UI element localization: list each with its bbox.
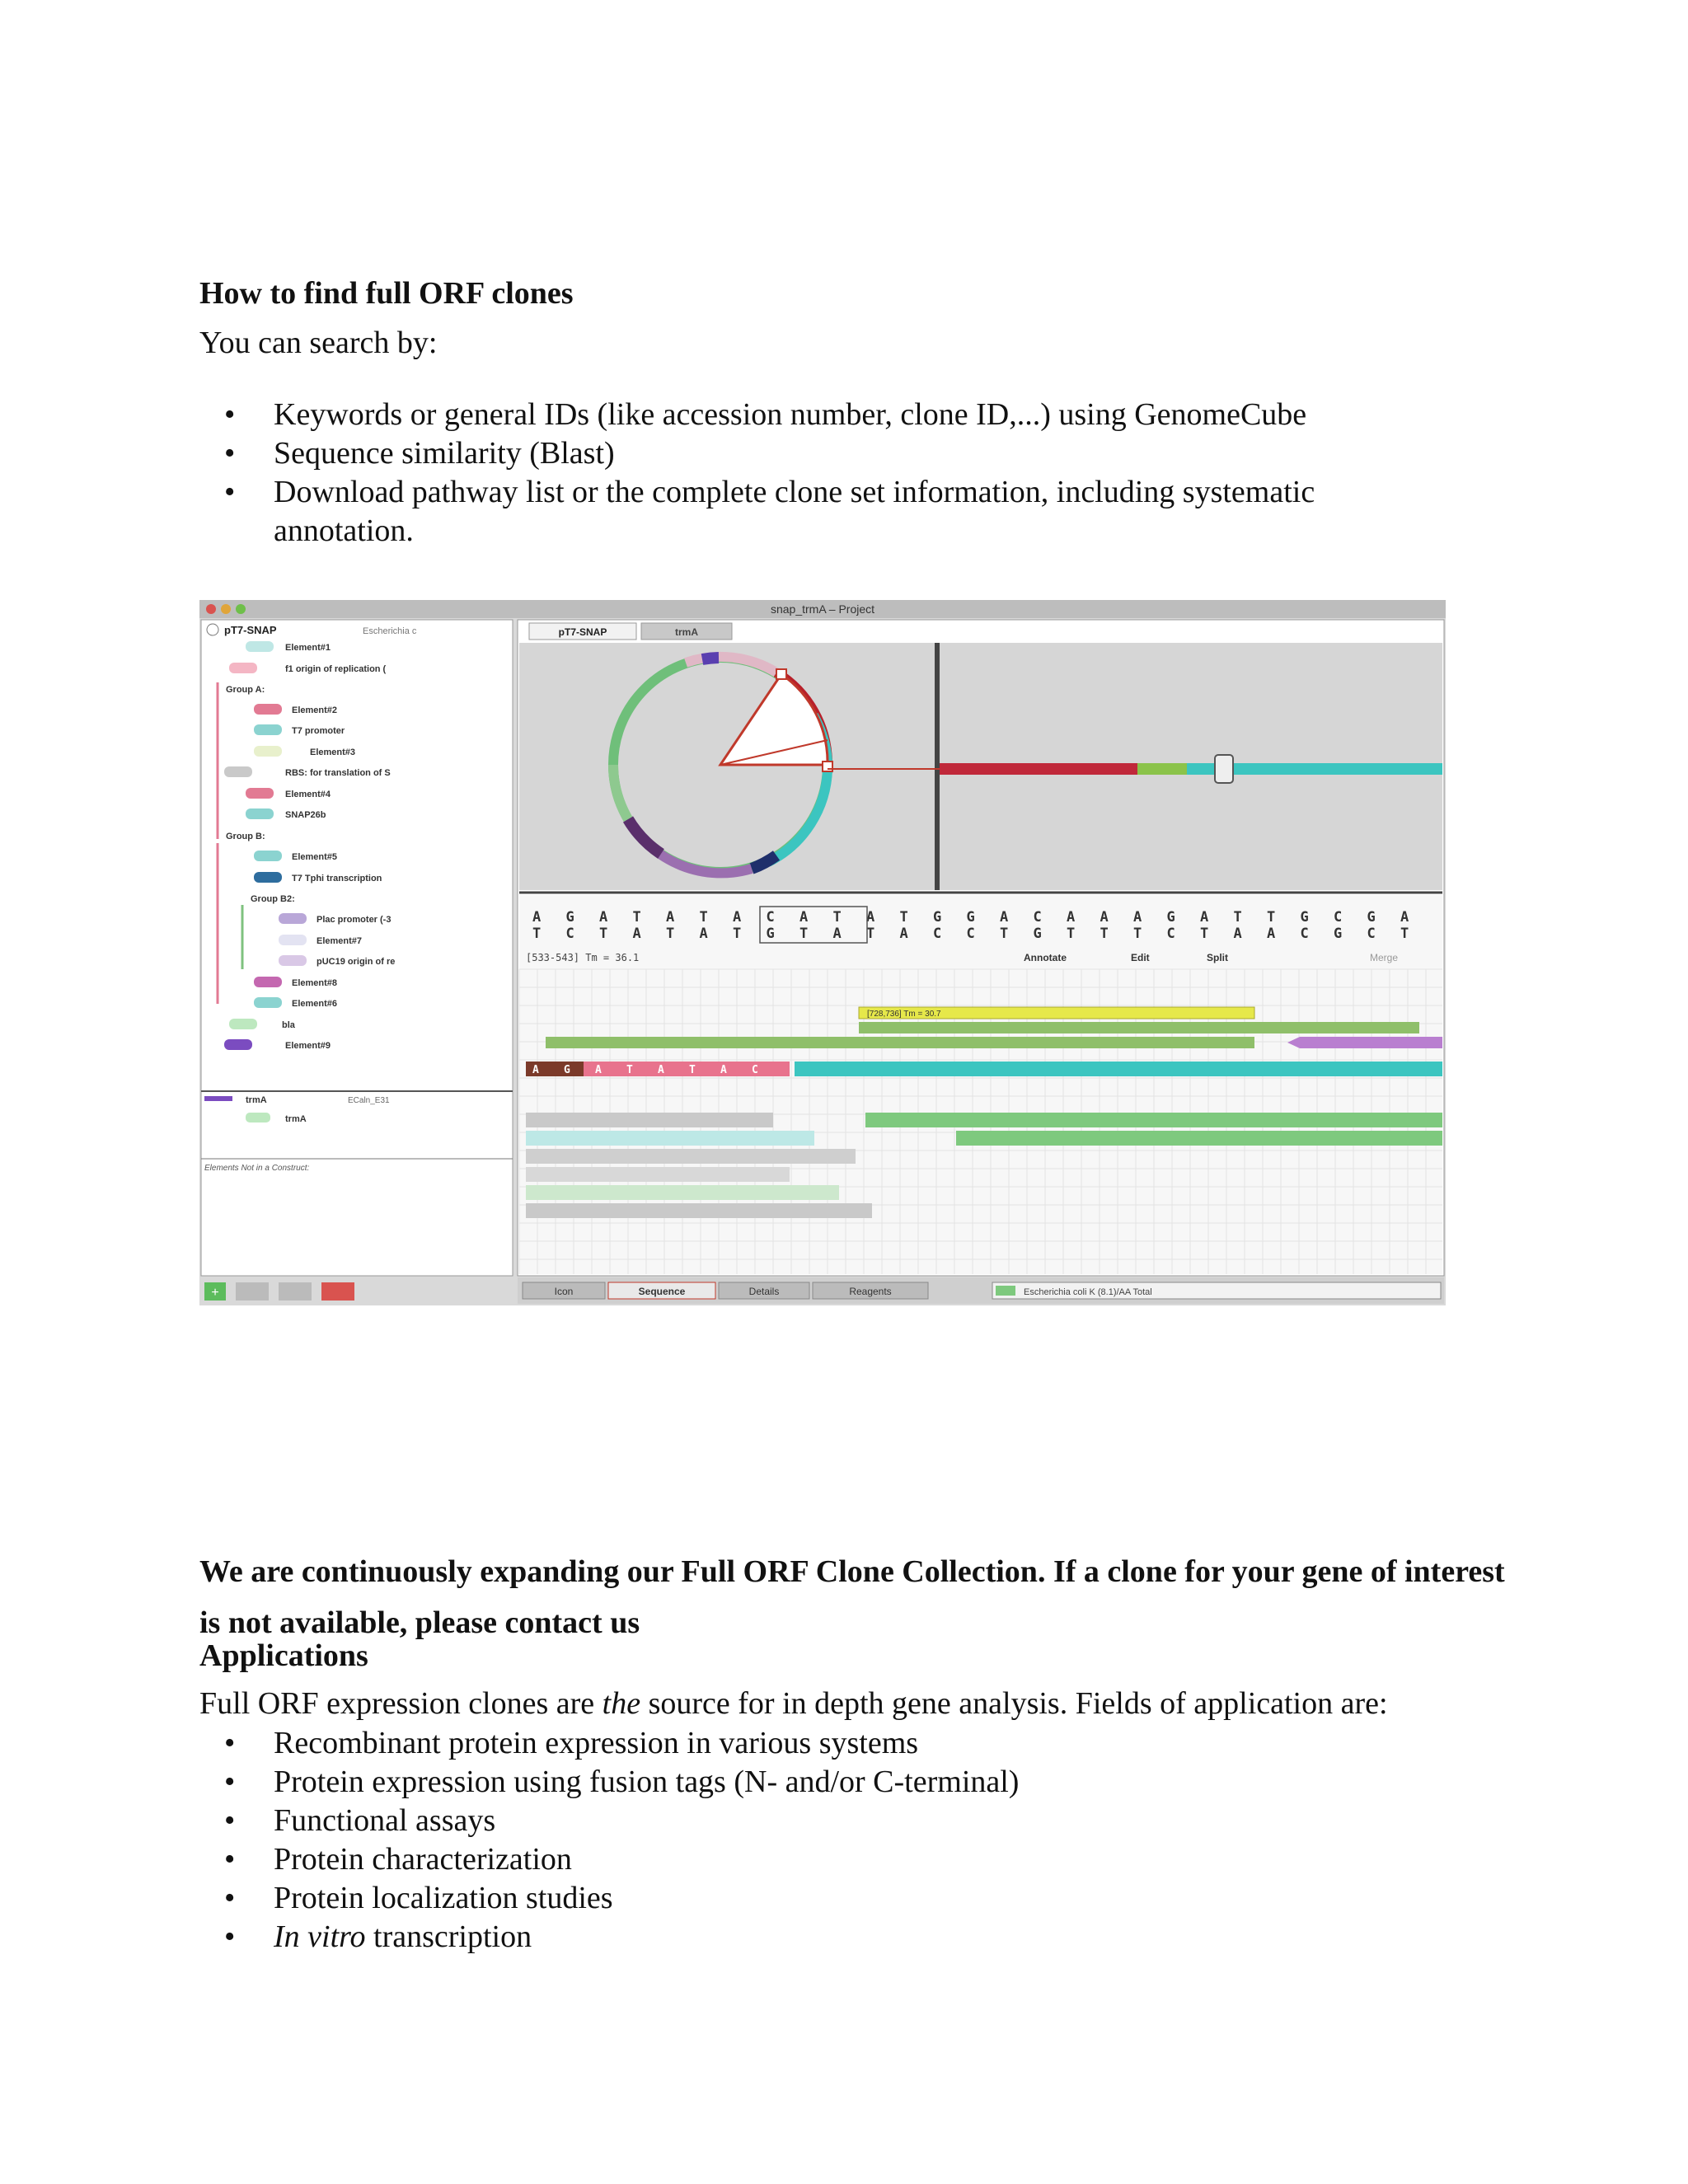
translation-letter: A (595, 1064, 602, 1076)
nucleotide[interactable]: C (565, 926, 574, 942)
nucleotide[interactable]: A (1000, 909, 1009, 926)
tree-item[interactable]: T7 promoter (292, 726, 345, 736)
applications-intro: Full ORF expression clones are the source for in depth gene analysis. Fields of application are: (199, 1686, 1388, 1721)
frame-track[interactable] (526, 1113, 773, 1127)
nucleotide[interactable]: A (666, 909, 675, 926)
nucleotide[interactable]: G (1367, 909, 1376, 926)
construct-organism: ECaln_E31 (348, 1096, 390, 1105)
list-item: • Protein expression using fusion tags (N- and/or C-terminal) (199, 1763, 1518, 1802)
tm-readout: [533-543] Tm = 36.1 (526, 952, 640, 963)
nucleotide[interactable]: A (733, 909, 742, 926)
window-minimize-icon[interactable] (221, 604, 231, 614)
nucleotide[interactable]: A (632, 926, 641, 942)
nucleotide[interactable]: A (866, 909, 875, 926)
frame-track[interactable] (526, 1131, 814, 1146)
nucleotide[interactable]: A (1400, 909, 1409, 926)
nucleotide[interactable]: A (832, 926, 842, 942)
translation-letter: A (658, 1064, 664, 1076)
nucleotide[interactable]: T (1000, 926, 1009, 942)
tree-item[interactable]: Element#8 (292, 978, 338, 988)
nucleotide[interactable]: T (1267, 909, 1276, 926)
translation-letter: A (532, 1064, 539, 1076)
nucleotide[interactable]: C (1033, 909, 1042, 926)
annotate-action[interactable]: Annotate (1024, 952, 1067, 963)
reverse-feature[interactable] (1287, 1037, 1442, 1048)
tree-item[interactable]: Element#2 (292, 705, 338, 715)
construct-name[interactable]: trmA (246, 1095, 267, 1105)
nucleotide[interactable]: C (1334, 909, 1343, 926)
nucleotide[interactable]: T (832, 909, 842, 926)
nucleotide[interactable]: G (766, 926, 775, 942)
merge-action[interactable]: Merge (1370, 952, 1399, 963)
section-heading-applications: Applications (199, 1638, 368, 1673)
nucleotide[interactable]: T (532, 926, 542, 942)
nucleotide[interactable]: A (1200, 909, 1209, 926)
split-action[interactable]: Split (1207, 952, 1228, 963)
list-item: • Download pathway list or the complete clone set information, including systematic annotation. (199, 473, 1444, 551)
orf-track[interactable] (956, 1131, 1442, 1146)
unassigned-elements-notice: Elements Not in a Construct: (204, 1164, 310, 1173)
nucleotide[interactable]: T (1233, 909, 1242, 926)
nucleotide[interactable]: C (933, 926, 942, 942)
translation-letter: A (720, 1064, 727, 1076)
nucleotide[interactable]: G (1334, 926, 1343, 942)
feature-bar[interactable] (546, 1037, 1254, 1048)
tree-item[interactable]: pUC19 origin of re (316, 957, 396, 967)
nucleotide[interactable]: G (1166, 909, 1175, 926)
list-item: • Protein characterization (199, 1840, 1518, 1879)
tree-item[interactable]: SNAP26b (285, 810, 326, 820)
nucleotide[interactable]: T (1400, 926, 1409, 942)
nucleotide[interactable]: G (565, 909, 574, 926)
collection-expansion-notice: We are continuously expanding our Full ORF Clone Collection. If a clone for your gene of interest is not available, please contact us (199, 1554, 1505, 1640)
translation-letter: T (689, 1064, 696, 1076)
nucleotide[interactable]: C (966, 926, 975, 942)
tree-item[interactable]: Element#9 (285, 1041, 331, 1051)
window-close-icon[interactable] (206, 604, 216, 614)
nucleotide[interactable]: C (1166, 926, 1175, 942)
construct-item[interactable]: trmA (285, 1114, 307, 1124)
nucleotide[interactable]: G (1300, 909, 1309, 926)
svg-text:Icon: Icon (554, 1286, 574, 1297)
tree-item[interactable]: Element#7 (316, 936, 363, 946)
edit-action[interactable]: Edit (1131, 952, 1150, 963)
nucleotide[interactable]: A (1133, 909, 1142, 926)
nucleotide[interactable]: T (632, 909, 641, 926)
nucleotide[interactable]: G (933, 909, 942, 926)
nucleotide[interactable]: T (799, 926, 809, 942)
translation-letter: T (626, 1064, 633, 1076)
tree-item[interactable]: bla (282, 1020, 295, 1030)
nucleotide[interactable]: C (1367, 926, 1376, 942)
nucleotide[interactable]: A (599, 909, 608, 926)
search-intro-text: You can search by: (199, 326, 438, 360)
nucleotide[interactable]: A (1067, 909, 1076, 926)
tree-group[interactable]: Group B2: (251, 894, 295, 904)
list-item: • In vitro transcription (199, 1918, 1518, 1957)
svg-text:Details: Details (748, 1286, 780, 1297)
list-item: • Sequence similarity (Blast) (199, 434, 1518, 473)
nucleotide[interactable]: A (532, 909, 542, 926)
nucleotide[interactable]: T (699, 909, 708, 926)
svg-text:Reagents: Reagents (849, 1286, 892, 1297)
nucleotide[interactable]: T (866, 926, 875, 942)
translation-letter: C (752, 1064, 758, 1076)
frame-track[interactable] (526, 1167, 790, 1182)
toolbar-button[interactable] (279, 1282, 312, 1301)
nucleotide[interactable]: A (1267, 926, 1276, 942)
nucleotide[interactable]: T (899, 909, 908, 926)
tree-item[interactable]: Element#5 (292, 852, 338, 862)
svg-text:trmA: trmA (674, 626, 699, 638)
tree-item[interactable]: Plac promoter (-3 (316, 915, 392, 925)
nucleotide[interactable]: T (666, 926, 675, 942)
nucleotide[interactable]: A (899, 926, 908, 942)
applications-list (199, 1724, 1518, 1957)
list-item: • Functional assays (199, 1802, 1518, 1840)
tree-group[interactable]: Group A: (226, 685, 265, 695)
nucleotide[interactable]: T (733, 926, 742, 942)
list-item: • Recombinant protein expression in various systems (199, 1724, 1518, 1763)
tree-item[interactable]: f1 origin of replication ( (285, 664, 387, 674)
nucleotide[interactable]: C (766, 909, 775, 926)
nucleotide[interactable]: T (1100, 926, 1109, 942)
list-item: • Keywords or general IDs (like accession number, clone ID,...) using GenomeCube (199, 396, 1518, 434)
nucleotide[interactable]: T (1200, 926, 1209, 942)
nucleotide[interactable]: A (1233, 926, 1242, 942)
software-screenshot (199, 600, 1446, 1305)
list-item: • Protein localization studies (199, 1879, 1518, 1918)
frame-track[interactable] (526, 1185, 839, 1200)
nucleotide[interactable]: A (799, 909, 809, 926)
tree-item[interactable]: T7 Tphi transcription (292, 874, 382, 883)
plus-icon: + (211, 1286, 219, 1300)
tree-group[interactable]: Group B: (226, 832, 265, 841)
tree-root-label[interactable]: pT7-SNAP (224, 624, 277, 636)
tree-item[interactable]: Element#6 (292, 999, 338, 1009)
tree-item[interactable]: RBS: for translation of S (285, 768, 391, 778)
nucleotide[interactable]: A (1100, 909, 1109, 926)
svg-text:Sequence: Sequence (638, 1286, 686, 1297)
tree-root-organism: Escherichia c (363, 626, 417, 636)
translation-letter: G (564, 1064, 570, 1076)
frame-track[interactable] (526, 1203, 872, 1218)
nucleotide[interactable]: T (599, 926, 608, 942)
delete-button[interactable] (321, 1282, 354, 1301)
feature-bar[interactable] (859, 1022, 1419, 1033)
orf-track[interactable] (865, 1113, 1442, 1127)
zoom-handle[interactable] (1215, 755, 1233, 783)
nucleotide[interactable]: A (699, 926, 708, 942)
svg-text:Escherichia coli K (8.1)/AA To: Escherichia coli K (8.1)/AA Total (1024, 1287, 1152, 1297)
tree-item[interactable]: Element#4 (285, 790, 331, 799)
window-title: snap_trmA – Project (770, 602, 875, 616)
nucleotide[interactable]: T (1133, 926, 1142, 942)
tree-item[interactable]: Element#3 (310, 748, 356, 757)
nucleotide[interactable]: G (1033, 926, 1042, 942)
search-methods-list (199, 396, 1518, 551)
section-heading-find-clones: How to find full ORF clones (199, 276, 574, 311)
nucleotide[interactable]: T (1067, 926, 1076, 942)
tree-item[interactable]: Element#1 (285, 643, 331, 653)
svg-text:pT7-SNAP: pT7-SNAP (558, 626, 607, 638)
nucleotide[interactable]: C (1300, 926, 1309, 942)
window-zoom-icon[interactable] (236, 604, 246, 614)
toolbar-button[interactable] (236, 1282, 269, 1301)
frame-track[interactable] (526, 1149, 856, 1164)
svg-text:[728,736] Tm = 30.7: [728,736] Tm = 30.7 (867, 1010, 941, 1019)
nucleotide[interactable]: G (966, 909, 975, 926)
